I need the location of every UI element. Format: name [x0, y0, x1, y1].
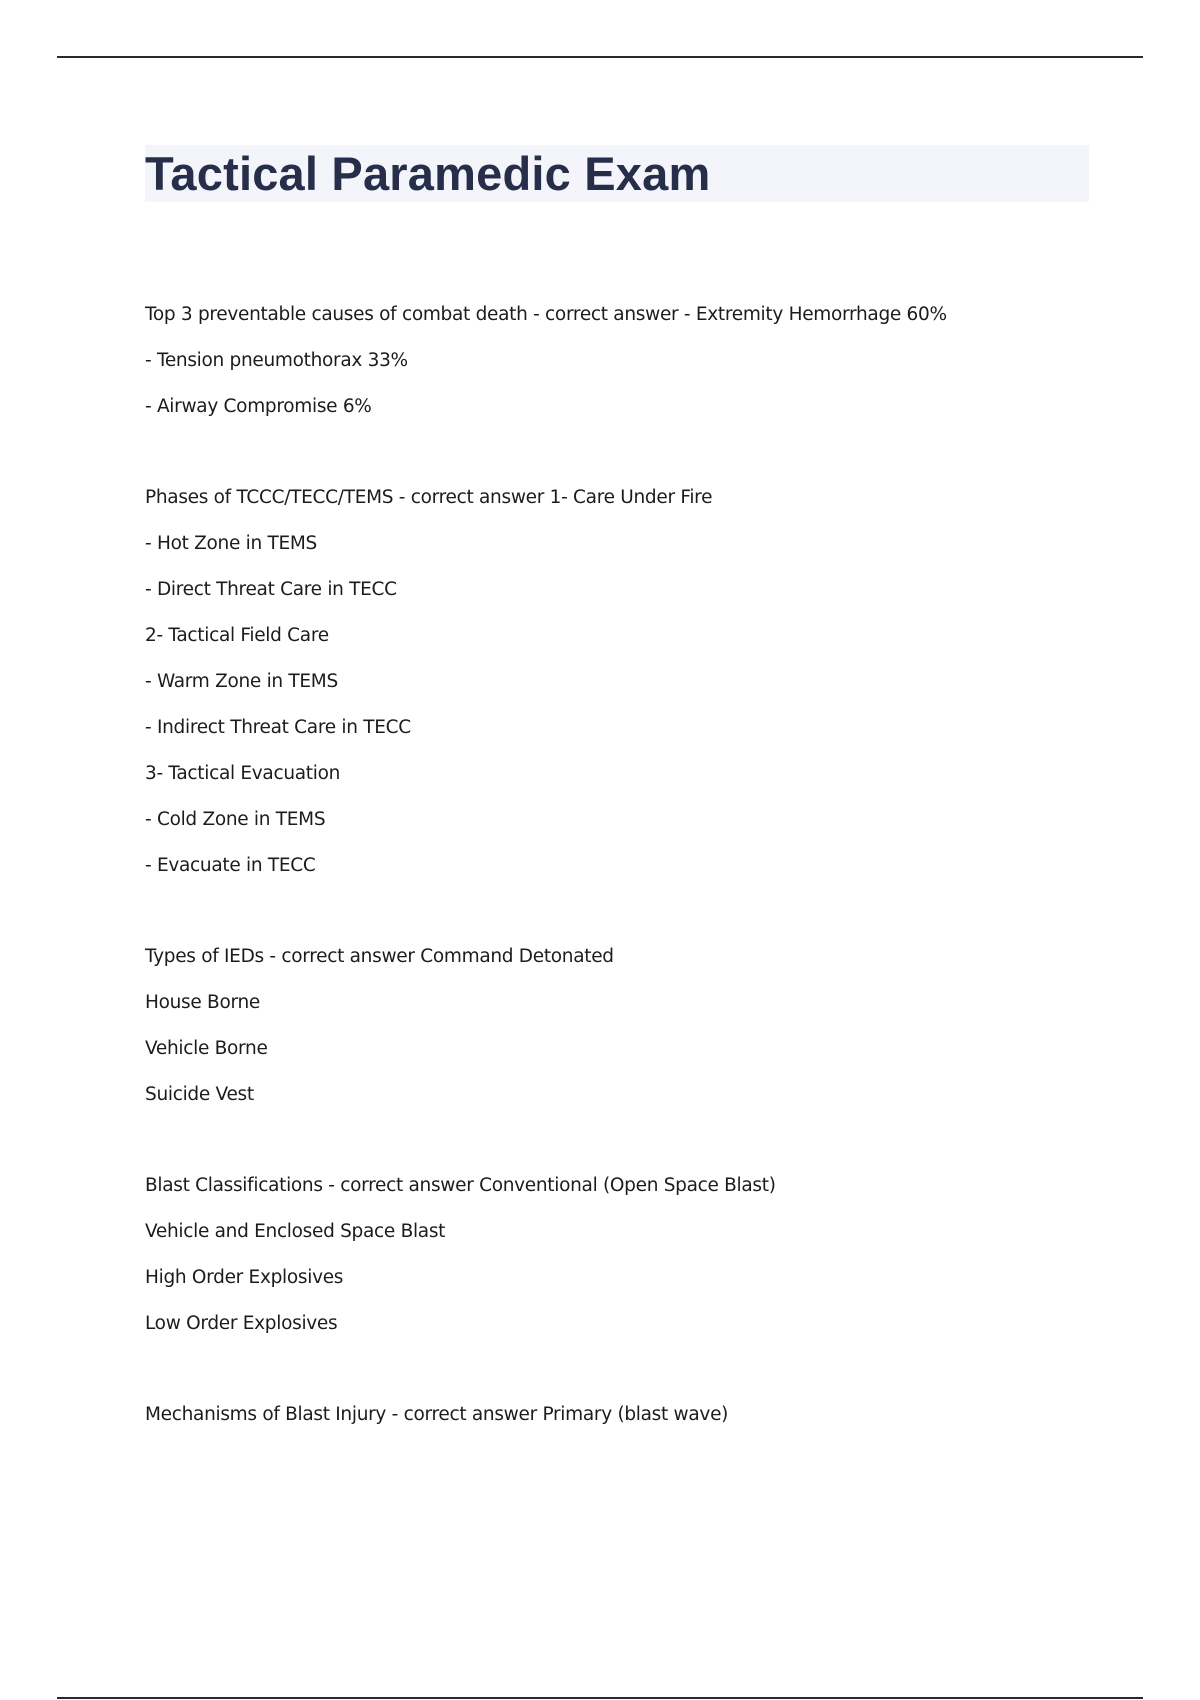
answer-line: - Evacuate in TECC	[145, 855, 316, 876]
answer-line: - Warm Zone in TEMS	[145, 671, 338, 692]
answer-line: 3- Tactical Evacuation	[145, 763, 341, 784]
answer-line: - Tension pneumothorax 33%	[145, 350, 408, 371]
answer-line: - Indirect Threat Care in TECC	[145, 717, 411, 738]
answer-line: Suicide Vest	[145, 1084, 254, 1105]
question-line: Types of IEDs - correct answer Command Detonated	[145, 946, 614, 967]
answer-line: - Direct Threat Care in TECC	[145, 579, 397, 600]
answer-line: - Cold Zone in TEMS	[145, 809, 326, 830]
answer-line: - Hot Zone in TEMS	[145, 533, 317, 554]
document-title: Tactical Paramedic Exam	[145, 147, 711, 200]
question-line: Mechanisms of Blast Injury - correct answer Primary (blast wave)	[145, 1404, 729, 1425]
footer-rule	[57, 1697, 1143, 1699]
answer-line: Vehicle Borne	[145, 1038, 268, 1059]
qa-entry	[145, 1163, 1085, 1347]
document-body	[145, 292, 1085, 1483]
answer-line: 2- Tactical Field Care	[145, 625, 329, 646]
answer-line: Vehicle and Enclosed Space Blast	[145, 1221, 446, 1242]
qa-entry	[145, 1392, 1085, 1438]
question-line: Phases of TCCC/TECC/TEMS - correct answer 1- Care Under Fire	[145, 487, 713, 508]
question-line: Blast Classifications - correct answer Conventional (Open Space Blast)	[145, 1175, 776, 1196]
qa-entry	[145, 292, 1085, 430]
answer-line: High Order Explosives	[145, 1267, 344, 1288]
answer-line: House Borne	[145, 992, 260, 1013]
qa-entry	[145, 934, 1085, 1118]
answer-line: Low Order Explosives	[145, 1313, 338, 1334]
answer-line: - Airway Compromise 6%	[145, 396, 372, 417]
qa-entry	[145, 475, 1085, 889]
question-line: Top 3 preventable causes of combat death - correct answer - Extremity Hemorrhage 60%	[145, 304, 947, 325]
header-rule	[57, 56, 1143, 58]
